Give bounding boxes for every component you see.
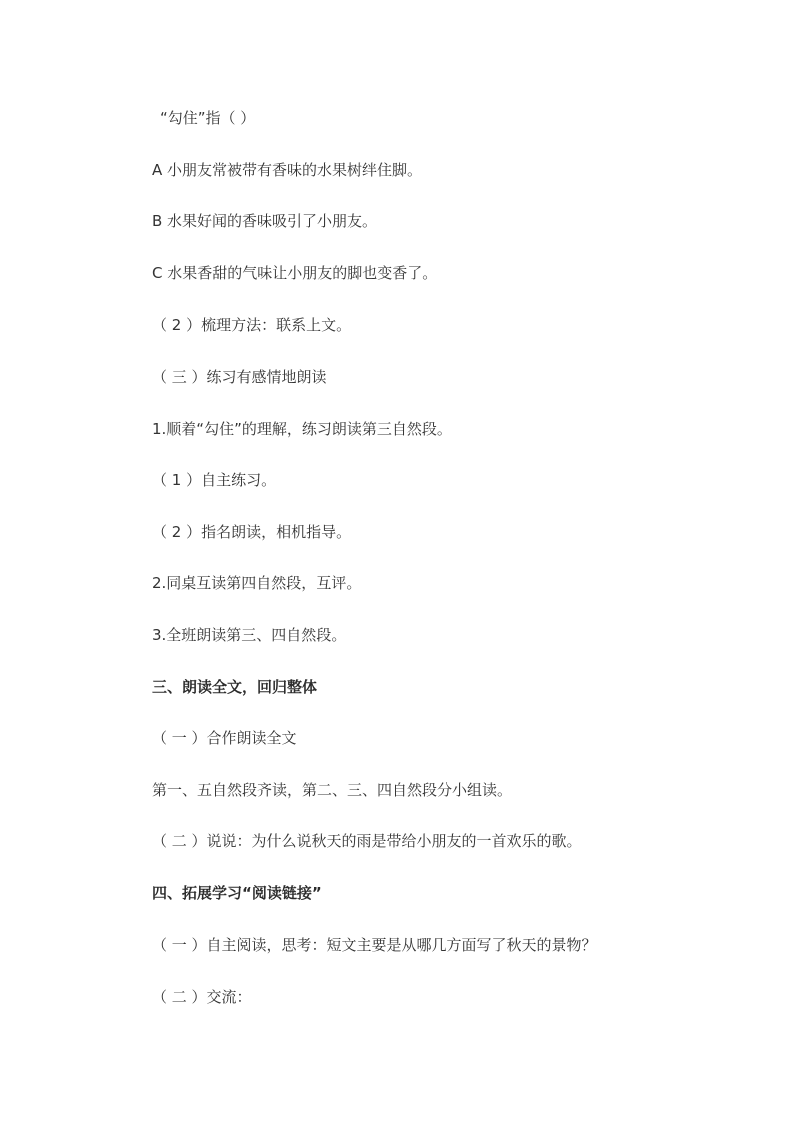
question-prompt: “勾住”指（ ） [160, 109, 256, 127]
step-3: 3.全班朗读第三、四自然段。 [152, 626, 347, 644]
option-a: A 小朋友常被带有香味的水果树绊住脚。 [152, 161, 423, 179]
exchange-heading: （ 二 ）交流： [152, 988, 252, 1006]
section-heading-4: 四、拓展学习“阅读链接” [152, 884, 322, 902]
option-b: B 水果好闻的香味吸引了小朋友。 [152, 212, 378, 230]
discussion-prompt: （ 二 ）说说：为什么说秋天的雨是带给小朋友的一首欢乐的歌。 [152, 832, 582, 850]
step-1: 1.顺着“勾住”的理解，练习朗读第三自然段。 [152, 420, 452, 438]
step-1-sub-1: （ 1 ）自主练习。 [152, 471, 277, 489]
method-note: （ 2 ）梳理方法：联系上文。 [152, 316, 352, 334]
reading-arrangement: 第一、五自然段齐读，第二、三、四自然段分小组读。 [152, 781, 513, 799]
subsection-cooperative-reading: （ 一 ）合作朗读全文 [152, 729, 297, 747]
section-heading-practice: （ 三 ）练习有感情地朗读 [152, 368, 327, 386]
step-1-sub-2: （ 2 ）指名朗读，相机指导。 [152, 523, 352, 541]
independent-reading-prompt: （ 一 ）自主阅读，思考：短文主要是从哪几方面写了秋天的景物？ [152, 936, 597, 954]
option-c: C 水果香甜的气味让小朋友的脚也变香了。 [152, 264, 438, 282]
section-heading-3: 三、朗读全文，回归整体 [152, 678, 318, 696]
step-2: 2.同桌互读第四自然段，互评。 [152, 574, 362, 592]
